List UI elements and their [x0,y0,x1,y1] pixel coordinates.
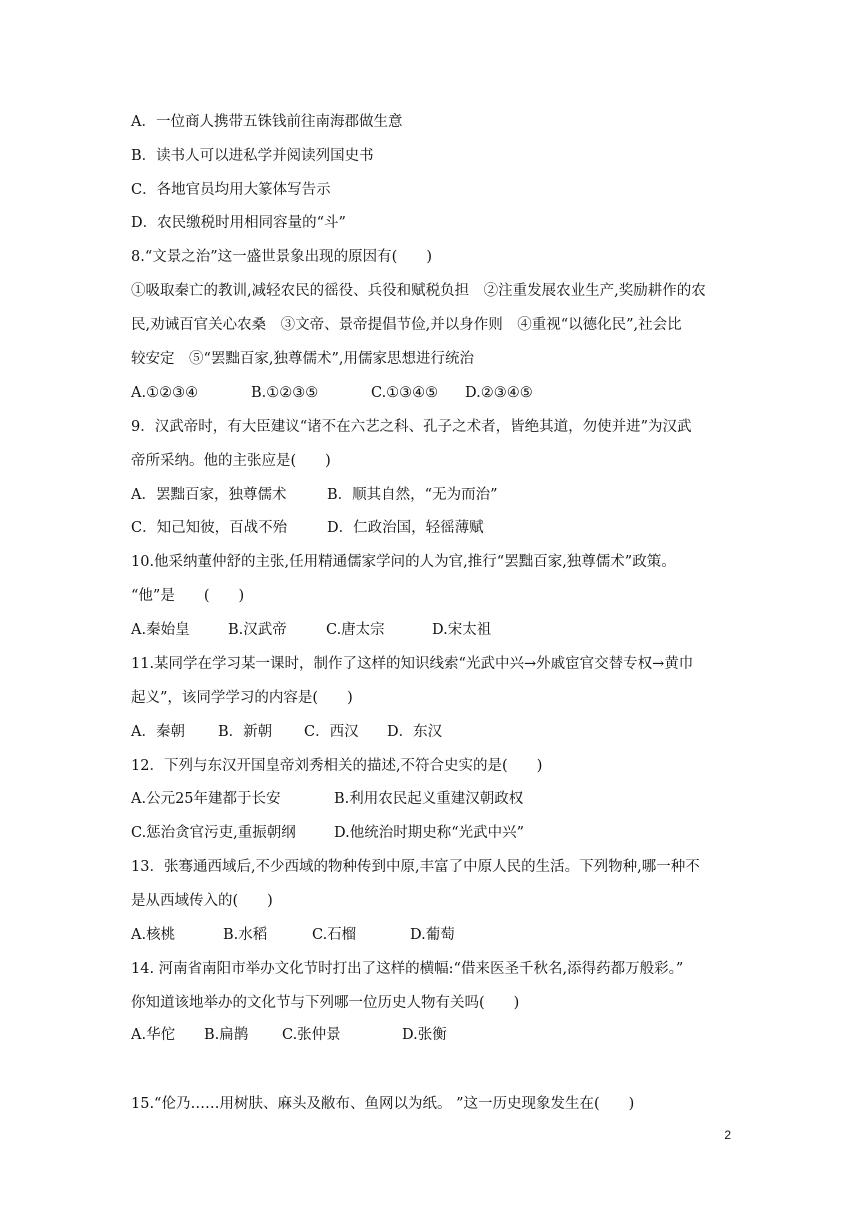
q13-option-c: C.石榴 [312,927,357,943]
q8-option-d: D.②③④⑤ [465,385,533,401]
q11-stem-line1: 11.某同学在学习某一课时，制作了这样的知识线索“光武中兴→外戚宦官交替专权→黄巾 [131,656,694,672]
option-d-text: D．农民缴税时用相同容量的“斗” [131,215,346,231]
q9-option-d: D．仁政治国，轻徭薄赋 [327,520,484,536]
q11-stem-line2: 起义”，该同学学习的内容是( ) [131,690,353,706]
q10-options [131,620,491,640]
q8-body-line2: 民,劝诫百官关心农桑 ③文帝、景帝提倡节俭,并以身作则 ④重视“以德化民”,社会比 [131,317,682,333]
q11-option-c: C．西汉 [304,724,359,740]
q9-option-c: C．知己知彼，百战不殆 [131,520,288,536]
q11-options [131,722,442,742]
q9-stem-line1: 9．汉武帝时，有大臣建议“诸不在六艺之科、孔子之术者，皆绝其道，勿使并进”为汉武 [131,419,692,435]
q12-stem: 12．下列与东汉开国皇帝刘秀相关的描述,不符合史实的是( ) [131,758,543,774]
q12-option-c: C.惩治贪官污吏,重振朝纲 [131,825,296,841]
q9-option-a: A．罢黜百家，独尊儒术 [131,487,287,503]
q14-options [131,1025,447,1045]
q8-option-c: C.①③④⑤ [371,385,439,401]
q14-option-d: D.张衡 [402,1027,447,1043]
page-number: 2 [724,1128,731,1142]
q9-options-row2 [131,518,484,538]
option-c-text: C．各地官员均用大篆体写告示 [131,182,331,198]
q10-option-c: C.唐太宗 [326,622,385,638]
q11-option-a: A．秦朝 [131,724,185,740]
q10-option-b: B.汉武帝 [228,622,287,638]
q12-option-b: B.利用农民起义重建汉朝政权 [334,791,524,807]
q13-option-a: A.核桃 [131,927,176,943]
q12-options-row1 [131,789,523,809]
q13-option-b: B.水稻 [223,927,268,943]
q13-stem-line1: 13．张骞通西域后,不少西域的物种传到中原,丰富了中原人民的生活。下列物种,哪一种不 [131,859,700,875]
q10-stem-line2: “他”是 ( ) [131,588,245,604]
q14-stem-line1: 14. 河南省南阳市举办文化节时打出了这样的横幅:“借来医圣千秋名,添得药都万般彩。” [131,961,684,977]
option-a-text: A．一位商人携带五铢钱前往南海郡做生意 [131,114,403,130]
q9-stem-line2: 帝所采纳。他的主张应是( ) [131,453,331,469]
q10-option-a: A.秦始皇 [131,622,190,638]
q14-option-a: A.华佗 [131,1027,176,1043]
q13-option-d: D.葡萄 [410,927,455,943]
q12-option-a: A.公元25年建都于长安 [131,791,281,807]
q14-option-c: C.张仲景 [282,1027,341,1043]
q15-stem: 15.“伦乃……用树肤、麻头及敝布、鱼网以为纸。 ”这一历史现象发生在( ) [131,1096,635,1112]
q12-option-d: D.他统治时期史称“光武中兴” [334,825,525,841]
q8-options [131,383,533,403]
q8-option-b: B.①②③⑤ [251,385,319,401]
q11-option-d: D．东汉 [387,724,443,740]
q8-option-a: A.①②③④ [131,385,199,401]
option-b-text: B．读书人可以进私学并阅读列国史书 [131,148,374,164]
q11-option-b: B．新朝 [218,724,273,740]
q9-option-b: B．顺其自然，“无为而治” [327,487,498,503]
q13-options [131,925,455,945]
q12-options-row2 [131,823,524,843]
q9-options-row1 [131,485,497,505]
q13-stem-line2: 是从西域传入的( ) [131,893,273,909]
q8-body-line1: ①吸取秦亡的教训,减轻农民的徭役、兵役和赋税负担 ②注重发展农业生产,奖励耕作的农 [131,283,706,299]
q8-stem: 8.“文景之治”这一盛世景象出现的原因有( ) [131,249,432,265]
q14-stem-line2: 你知道该地举办的文化节与下列哪一位历史人物有关吗( ) [131,995,520,1011]
q8-body-line3: 较安定 ⑤“罢黜百家,独尊儒术”,用儒家思想进行统治 [131,351,475,367]
q10-option-d: D.宋太祖 [432,622,492,638]
q14-option-b: B.扁鹊 [204,1027,249,1043]
q10-stem-line1: 10.他采纳董仲舒的主张,任用精通儒家学问的人为官,推行“罢黜百家,独尊儒术”政策。 [131,554,676,570]
